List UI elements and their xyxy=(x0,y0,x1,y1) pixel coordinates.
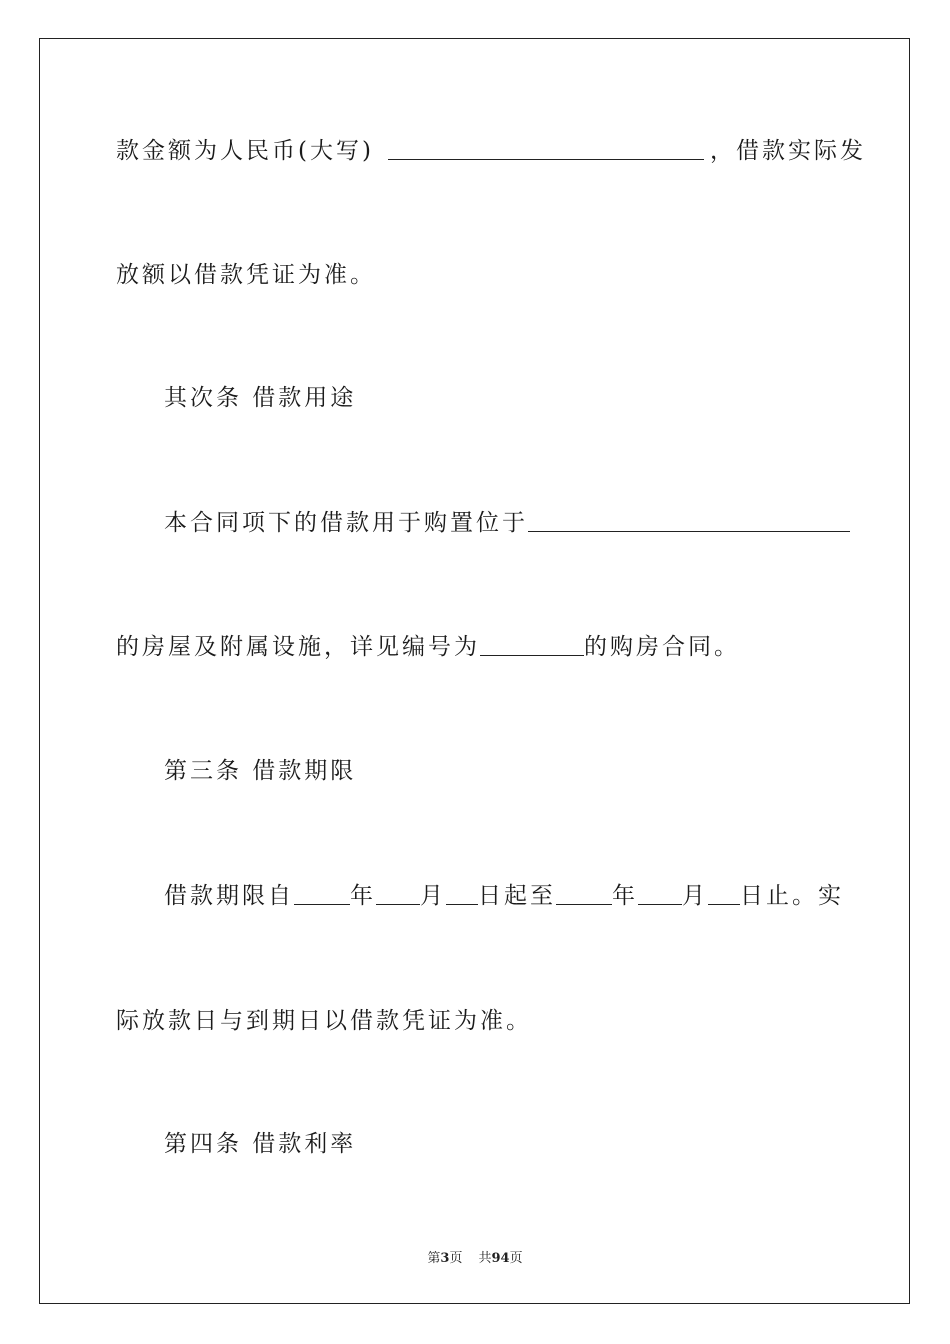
paragraph-loan-purpose xyxy=(164,508,884,538)
total-unit: 页 xyxy=(509,1251,523,1266)
total-pages: 94 xyxy=(491,1251,510,1266)
contract-number-blank xyxy=(480,633,584,656)
total-prefix: 共 xyxy=(478,1251,492,1266)
end-year-blank xyxy=(556,882,612,905)
paragraph-loan-term xyxy=(164,881,884,911)
loan-amount-text-end: ，借款实际发 xyxy=(709,138,866,164)
term-month: 月 xyxy=(420,883,446,909)
article-4-heading: 第四条 借款利率 xyxy=(164,1131,357,1157)
page-prefix: 第 xyxy=(427,1251,441,1266)
amount-blank xyxy=(388,137,704,160)
term-day-start: 日起至 xyxy=(478,883,556,909)
page-footer xyxy=(0,1247,950,1266)
paragraph-loan-amount xyxy=(116,136,866,166)
start-year-blank xyxy=(294,882,350,905)
start-month-blank xyxy=(376,882,420,905)
end-month-blank xyxy=(638,882,682,905)
page-frame xyxy=(39,38,910,1304)
contract-text-end: 的购房合同。 xyxy=(584,634,740,660)
page-number: 3 xyxy=(440,1251,450,1266)
term-prefix: 借款期限自 xyxy=(164,883,294,909)
term-suffix: 日止。实 xyxy=(740,883,844,909)
start-day-blank xyxy=(446,882,478,905)
paragraph-loan-amount-cont: 放额以借款凭证为准。 xyxy=(116,262,376,288)
page-unit: 页 xyxy=(449,1251,463,1266)
loan-amount-text: 款金额为人民币(大写) xyxy=(116,138,374,164)
article-2-heading: 其次条 借款用途 xyxy=(164,385,357,411)
term-month2: 月 xyxy=(682,883,708,909)
contract-text: 的房屋及附属设施，详见编号为 xyxy=(116,634,480,660)
location-blank xyxy=(528,509,850,532)
article-3-heading: 第三条 借款期限 xyxy=(164,758,357,784)
paragraph-loan-term-cont: 际放款日与到期日以借款凭证为准。 xyxy=(116,1008,532,1034)
loan-purpose-text: 本合同项下的借款用于购置位于 xyxy=(164,510,528,536)
end-day-blank xyxy=(708,882,740,905)
term-year: 年 xyxy=(350,883,376,909)
term-year2: 年 xyxy=(612,883,638,909)
paragraph-loan-purpose-cont xyxy=(116,632,836,662)
